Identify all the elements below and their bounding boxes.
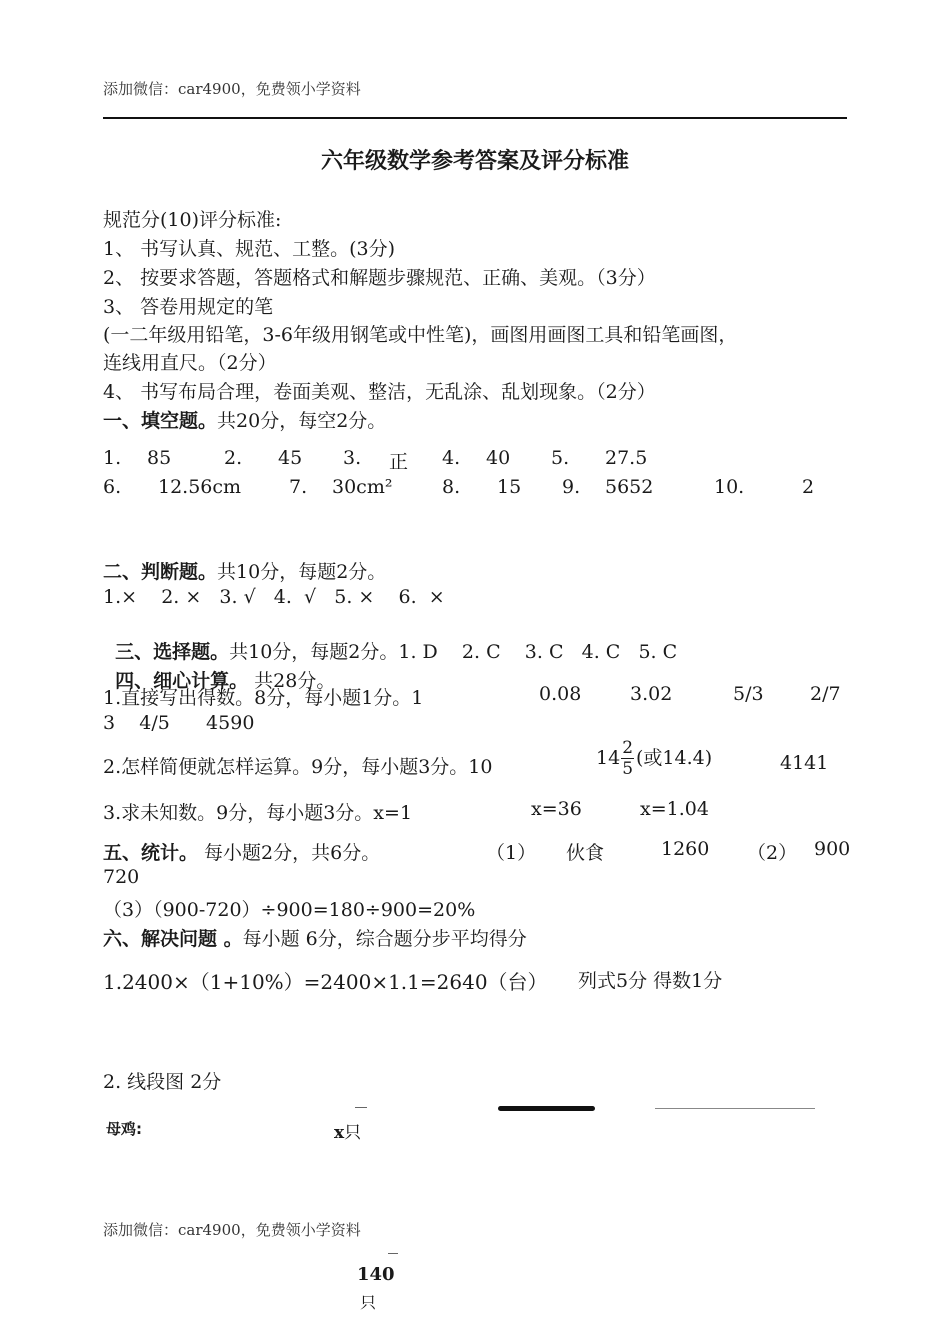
answer-num: 7. [289, 476, 308, 498]
sec6-q2: 2. 线段图 2分 [103, 1071, 222, 1093]
sec5-food-value: 1260 [661, 838, 710, 860]
q1-answer-wrap: 3 4/5 4590 [103, 712, 255, 734]
answer-value: 5652 [605, 476, 654, 498]
answer-num: 10. [714, 476, 745, 498]
sec5-part3: （3）（900-720）÷900=180÷900=20% [103, 899, 476, 921]
answer-num: 5. [551, 447, 570, 469]
answer-value: 正 [389, 451, 409, 473]
diagram-segment-faint [655, 1108, 815, 1109]
q1-answer: 3.02 [630, 683, 673, 705]
diagram-x-label [334, 1118, 361, 1143]
sec1-line [103, 406, 386, 433]
norms-item-3-cont: 连线用直尺。（2分） [103, 352, 277, 374]
header-rule [103, 117, 847, 119]
sec6-desc: 每小题 6分，综合题分步平均得分 [242, 928, 527, 950]
q1-answer: 5/3 [733, 683, 764, 705]
footer-note: 添加微信：car4900，免费领小学资料 [103, 1221, 361, 1239]
sec1-desc: 共20分，每空2分。 [217, 410, 387, 432]
answer-value: 27.5 [605, 447, 648, 469]
q2-alt: (或14.4) [636, 747, 713, 769]
answer-num: 4. [442, 447, 461, 469]
sec6-q1-score: 列式5分 得数1分 [578, 970, 723, 992]
norms-item-4: 4、 书写布局合理，卷面美观、整洁，无乱涂、乱划现象。（2分） [103, 381, 656, 403]
diagram-value-140: 140 [357, 1264, 395, 1285]
q2-fraction [621, 740, 634, 778]
answer-value: 15 [497, 476, 522, 498]
sec5-part1: （1） [486, 842, 537, 864]
diagram-tick [355, 1107, 367, 1108]
q3-answer: x=36 [531, 798, 582, 820]
sec2-answers: 1.× 2. × 3. √ 4. √ 5. × 6. × [103, 586, 445, 608]
diagram-label-hen: 母鸡: [106, 1120, 142, 1138]
diagram-tick-lower [388, 1253, 398, 1254]
sec6-line [103, 924, 527, 951]
sec5-food: 伙食 [566, 842, 605, 864]
answer-num: 6. [103, 476, 122, 498]
q2-whole: 14 [596, 747, 621, 769]
answer-value: 45 [278, 447, 303, 469]
diagram-unit-lower: 只 [360, 1293, 377, 1312]
q1-label: 1.直接写出得数。8分，每小题1分。1 [103, 687, 424, 709]
diagram-segment [498, 1106, 595, 1111]
norms-item-1: 1、 书写认真、规范、工整。(3分) [103, 238, 396, 260]
sec5-line [103, 838, 380, 865]
diagram-x: x [334, 1123, 345, 1143]
diagram-unit: 只 [344, 1123, 362, 1143]
sec4-title: 四、细心计算。 [115, 670, 249, 692]
q1-answer: 0.08 [539, 683, 582, 705]
sec5-value-900: 900 [814, 838, 851, 860]
norms-item-2: 2、 按要求答题，答题格式和解题步骤规范、正确、美观。（3分） [103, 267, 656, 289]
norms-heading: 规范分(10)评分标准: [103, 209, 282, 231]
answer-value: 30cm² [332, 476, 393, 498]
q3-answer: x=1.04 [640, 798, 709, 820]
sec3-desc: 共10分，每题2分。1. D 2. C 3. C 4. C 5. C [229, 641, 678, 663]
q2-numerator: 2 [622, 738, 634, 758]
sec5-part2: （2） [747, 842, 798, 864]
q2-label: 2.怎样简便就怎样运算。9分，每小题3分。10 [103, 756, 493, 778]
sec2-line [103, 557, 386, 584]
q1-answer: 2/7 [810, 683, 841, 705]
q3-label: 3.求未知数。9分，每小题3分。x=1 [103, 802, 413, 824]
answer-num: 1. [103, 447, 122, 469]
answer-value: 2 [802, 476, 815, 498]
answer-value: 85 [147, 447, 172, 469]
answer-value: 40 [486, 447, 511, 469]
sec2-title: 二、判断题。 [103, 561, 218, 583]
answer-num: 2. [224, 447, 243, 469]
sec2-desc: 共10分，每题2分。 [217, 561, 387, 583]
sec5-desc: 每小题2分，共6分。 [198, 842, 381, 864]
sec5-title: 五、统计。 [103, 842, 199, 864]
sec6-q1: 1.2400×（1+10%）=2400×1.1=2640（台） [103, 970, 548, 994]
q2-answer: 4141 [780, 752, 829, 774]
q2-denominator: 5 [622, 759, 634, 779]
sec1-title: 一、填空题。 [103, 410, 218, 432]
page-title: 六年级数学参考答案及评分标准 [320, 149, 629, 174]
sec6-title: 六、解决问题 。 [103, 928, 243, 950]
answer-num: 3. [343, 447, 362, 469]
sec5-value-720: 720 [103, 866, 140, 888]
header-note: 添加微信：car4900，免费领小学资料 [103, 80, 361, 98]
sec3-title: 三、选择题。 [115, 641, 230, 663]
answer-num: 8. [442, 476, 461, 498]
sec4-desc: 共28分。 [248, 670, 336, 692]
norms-item-3: 3、 答卷用规定的笔 [103, 296, 274, 318]
q2-mixed-number [596, 740, 712, 778]
answer-num: 9. [562, 476, 581, 498]
norms-item-3-detail: (一二年级用铅笔，3-6年级用钢笔或中性笔)，画图用画图工具和铅笔画图， [103, 324, 738, 346]
answer-value: 12.56cm [158, 476, 242, 498]
